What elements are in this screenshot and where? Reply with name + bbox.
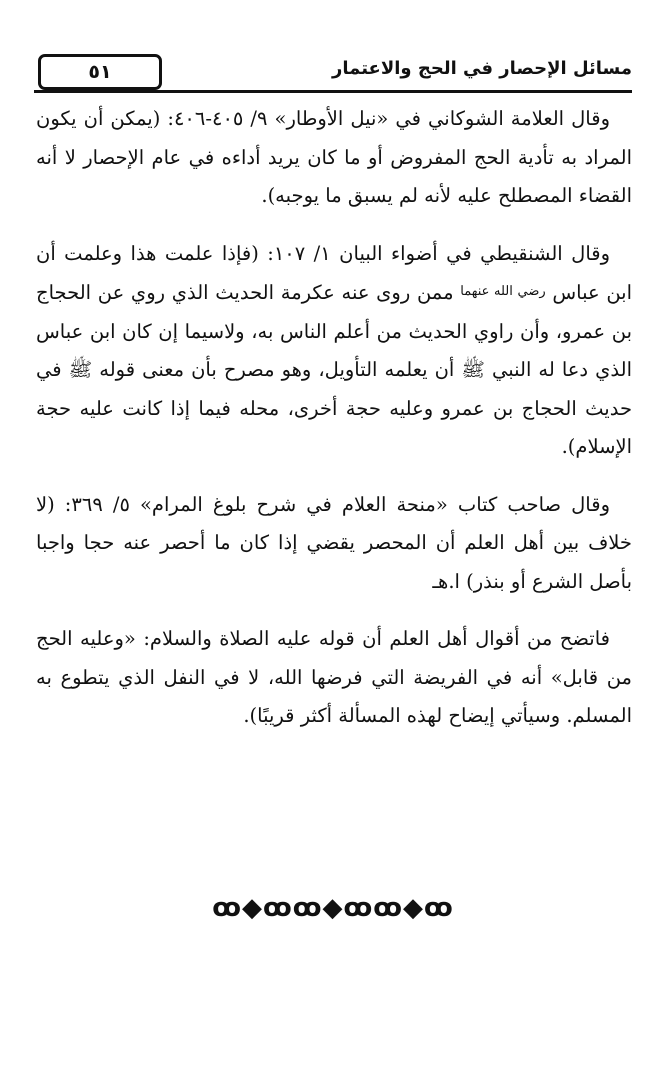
paragraph-shinqiti-part1: وقال الشنقيطي في أضواء البيان ١/ ١٠٧: (فإذا علمت هذا وعلمت أن ابن عباس [36, 241, 633, 304]
paragraph-shawkani: وقال العلامة الشوكاني في «نيل الأوطار» ٩/ ٤٠٥-٤٠٦: (يمكن أن يكون المراد به تأدية الحج المفروض أو ما كان يريد أداءه في عام الإحصار لا أنه القضاء المصطلح عليه لأنه لم يسبق ما يوجبه). [36, 107, 632, 207]
paragraph-minhat-allam: وقال صاحب كتاب «منحة العلام في شرح بلوغ المرام» ٥/ ٣٦٩: (لا خلاف بين أهل العلم أن المحصر يقضي إذا كان ما أحصر عنه حجا واجبا بأصل الشرع أو بنذر) ا.هـ [36, 492, 632, 593]
paragraph-shinqiti-part2: ممن روى عنه عكرمة الحديث الذي روي عن الحجاج بن عمرو، وأن راوي الحديث من أعلم الناس به، ولاسيما إن كان ابن عباس الذي دعا له النبي [36, 281, 633, 381]
running-title: مسائل الإحصار في الحج والاعتمار [332, 58, 632, 79]
ornament-divider: ꝏ◆ꝏꝏ◆ꝏꝏ◆ꝏ [212, 893, 454, 923]
paragraph-shinqiti [36, 235, 632, 467]
honorific-radiallahu-anhuma: رضي الله عنهما [460, 284, 546, 299]
page-header [34, 52, 632, 94]
body-text [36, 100, 632, 755]
honorific-salawat: ﷺ [68, 358, 93, 381]
paragraph-conclusion: فاتضح من أقوال أهل العلم أن قوله عليه الصلاة والسلام: «وعليه الحج من قابل» أنه في الفريضة التي فرضها الله، لا في النفل الذي يتطوع به المسلم. وسيأتي إيضاح لهذه المسألة أكثر قريبًا). [36, 627, 632, 727]
page-number: ٥١ [88, 61, 112, 83]
paragraph-shinqiti-part3: أن يعلمه التأويل، وهو مصرح بأن معنى قوله [99, 358, 455, 381]
page-number-box [38, 54, 162, 90]
paragraph-shinqiti-part4: في حديث الحجاج بن عمرو وعليه حجة أخرى، محله فيما إذا كانت عليه حجة الإسلام). [36, 358, 632, 458]
honorific-salawat: ﷺ [461, 358, 485, 381]
header-rule [34, 90, 632, 93]
